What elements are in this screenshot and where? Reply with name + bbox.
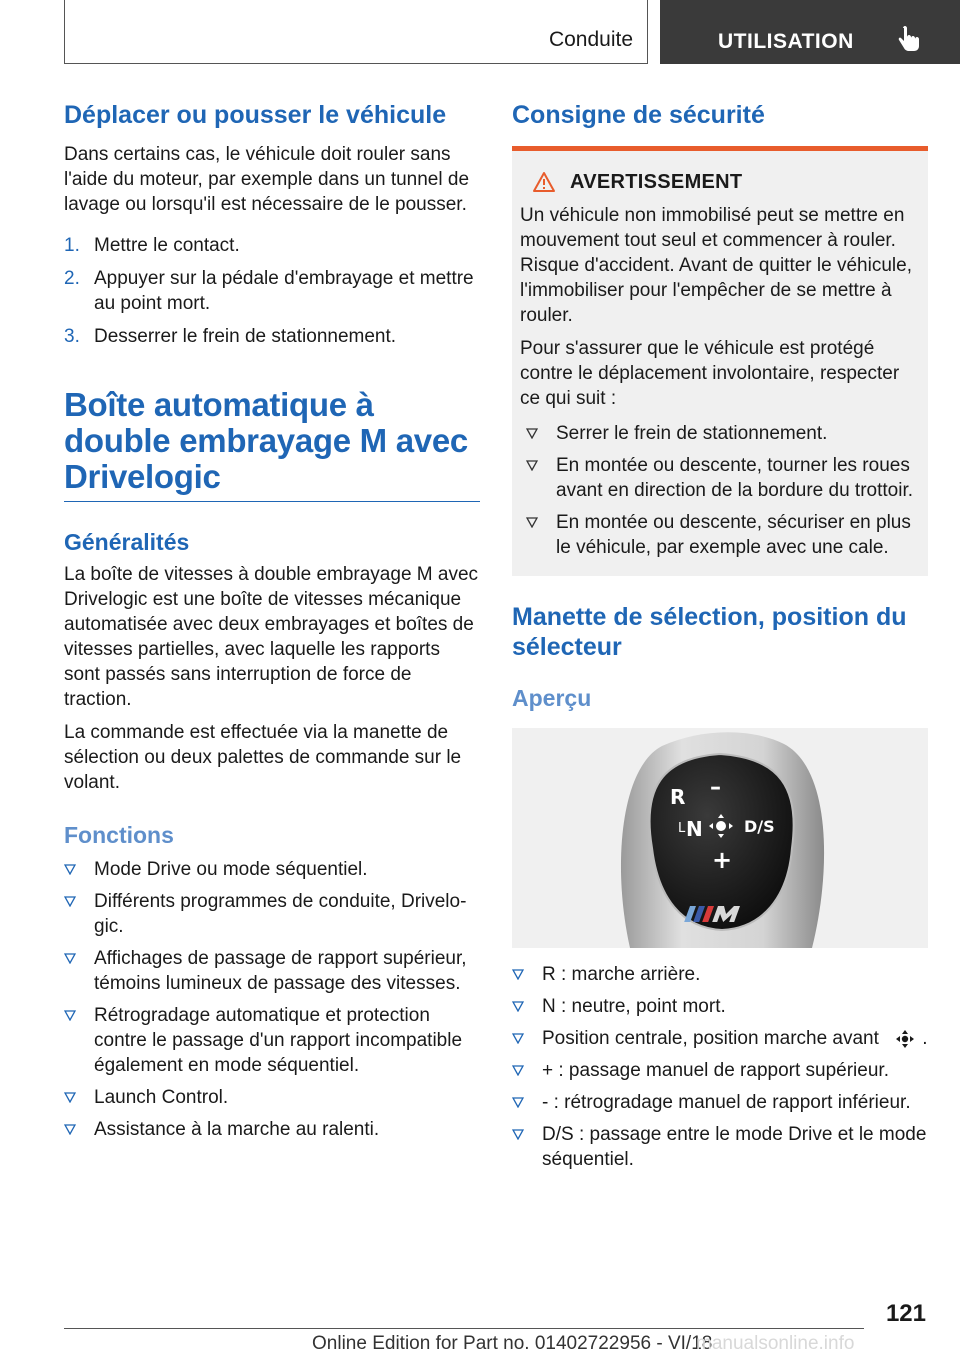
- triangle-bullet-icon: [512, 1033, 524, 1044]
- svg-text:R: R: [670, 785, 686, 809]
- list-item: - : rétrogradage manuel de rapport inférieur.: [512, 1090, 928, 1115]
- list-item: Serrer le frein de stationnement.: [526, 421, 920, 446]
- list-item: En montée ou descente, sécuriser en plus le véhicule, par exemple avec une cale.: [526, 510, 920, 560]
- footer-edition: Online Edition for Part no. 01402722956 - VI/18: [312, 1333, 713, 1354]
- section-title-safety: Consigne de sécurité: [512, 101, 765, 129]
- selector-positions-list: [512, 962, 928, 1172]
- chapter-title-gearbox: Boîte automatique à double embrayage M avec Drivelogic: [64, 387, 480, 502]
- hand-pointer-icon: [897, 26, 921, 54]
- triangle-bullet-icon: [512, 969, 524, 980]
- section-title-overview: Aperçu: [512, 685, 592, 711]
- list-item: D/S : passage entre le mode Drive et le mode séquentiel.: [512, 1122, 928, 1172]
- list-item: 3. Desserrer le frein de stationnement.: [64, 326, 397, 347]
- header-section-title: Conduite: [548, 28, 633, 51]
- right-column: [512, 100, 928, 1172]
- safety-list: [520, 421, 920, 560]
- triangle-bullet-icon: [512, 1129, 524, 1140]
- gear-selector-knob-illustration: [512, 728, 928, 948]
- triangle-bullet-icon: [512, 1065, 524, 1076]
- move-intro: Dans certains cas, le véhicule doit rouler sans l'aide du moteur, par exemple dans un tunnel de lavage ou lorsqu'il est nécessaire de le pousser.: [64, 144, 470, 215]
- section-title-move: Déplacer ou pousser le véhicule: [64, 101, 447, 129]
- triangle-bullet-icon: [526, 460, 538, 471]
- list-item: Mode Drive ou mode séquentiel.: [64, 857, 480, 882]
- general-paragraph-2: La commande est effectuée via la manette de sélection ou deux palettes de commande sur le volant.: [64, 722, 462, 793]
- warning-paragraph-2: Pour s'assurer que le véhicule est protégé contre le déplacement involontaire, respecter ce qui suit :: [520, 338, 900, 409]
- header-section-box: [64, 0, 648, 64]
- list-item: R : marche arrière.: [512, 962, 928, 987]
- section-title-selector: Manette de sélection, position du sélecteur: [512, 603, 907, 661]
- functions-list: [64, 857, 480, 1142]
- triangle-bullet-icon: [64, 864, 76, 875]
- move-steps: [64, 233, 480, 349]
- triangle-bullet-icon: [526, 428, 538, 439]
- triangle-bullet-icon: [64, 953, 76, 964]
- footer-watermark: manualsonline.info: [696, 1333, 855, 1354]
- selector-lever-image: [512, 728, 928, 948]
- svg-text:L: L: [678, 821, 686, 836]
- warning-triangle-icon: [532, 171, 556, 193]
- list-item: 1. Mettre le contact.: [64, 235, 240, 256]
- warning-paragraph-1: Un véhicule non immobilisé peut se mettre en mouvement tout seul et commencer à rouler. Risque d'accident. Avant de quitter le véhicule, l'immobiliser pour l'empêcher de se mettre à rouler.: [520, 205, 912, 326]
- footer-divider: [64, 1328, 864, 1329]
- list-item: Launch Control.: [64, 1085, 480, 1110]
- triangle-bullet-icon: [64, 1124, 76, 1135]
- list-item: Affichages de passage de rapport supérieur, témoins lumineux de passage des vitesses.: [64, 946, 480, 996]
- svg-text:–: –: [710, 775, 721, 800]
- header-chapter-title: UTILISATION: [718, 30, 854, 53]
- list-item: Différents programmes de conduite, Drivelogic.: [64, 889, 480, 939]
- warning-header: [520, 169, 920, 195]
- triangle-bullet-icon: [64, 1092, 76, 1103]
- triangle-bullet-icon: [512, 1097, 524, 1108]
- left-column: [64, 100, 480, 1142]
- triangle-bullet-icon: [526, 517, 538, 528]
- section-title-functions: Fonctions: [64, 822, 174, 848]
- triangle-bullet-icon: [64, 896, 76, 907]
- triangle-bullet-icon: [512, 1001, 524, 1012]
- list-item: Assistance à la marche au ralenti.: [64, 1117, 480, 1142]
- warning-box: [512, 146, 928, 576]
- warning-label: AVERTISSEMENT: [570, 170, 743, 193]
- center-position-icon: [894, 1028, 916, 1050]
- svg-text:+: +: [712, 846, 733, 874]
- page-number: 121: [885, 1300, 926, 1327]
- list-item: N : neutre, point mort.: [512, 994, 928, 1019]
- list-item: Rétrogradage automatique et protection contre le passage d'un rapport incompatible également en mode séquentiel.: [64, 1003, 480, 1078]
- triangle-bullet-icon: [64, 1010, 76, 1021]
- svg-text:N: N: [686, 817, 703, 841]
- svg-text:D/S: D/S: [744, 817, 775, 836]
- list-item: + : passage manuel de rapport supérieur.: [512, 1058, 928, 1083]
- list-item: En montée ou descente, tourner les roues avant en direction de la bordure du trottoir.: [526, 453, 920, 503]
- section-title-general: Généralités: [64, 529, 190, 555]
- general-paragraph-1: La boîte de vitesses à double embrayage M avec Drivelogic est une boîte de vitesses mécanique automatisée avec deux embrayages et boîtes de vitesses partielles, avec laquelle les rapports sont passés sans interruption de force de traction.: [64, 564, 479, 710]
- header-chapter-box: [660, 0, 960, 64]
- list-item: Position centrale, position marche avant .: [512, 1026, 928, 1051]
- list-item: 2. Appuyer sur la pédale d'embrayage et mettre au point mort.: [64, 268, 474, 314]
